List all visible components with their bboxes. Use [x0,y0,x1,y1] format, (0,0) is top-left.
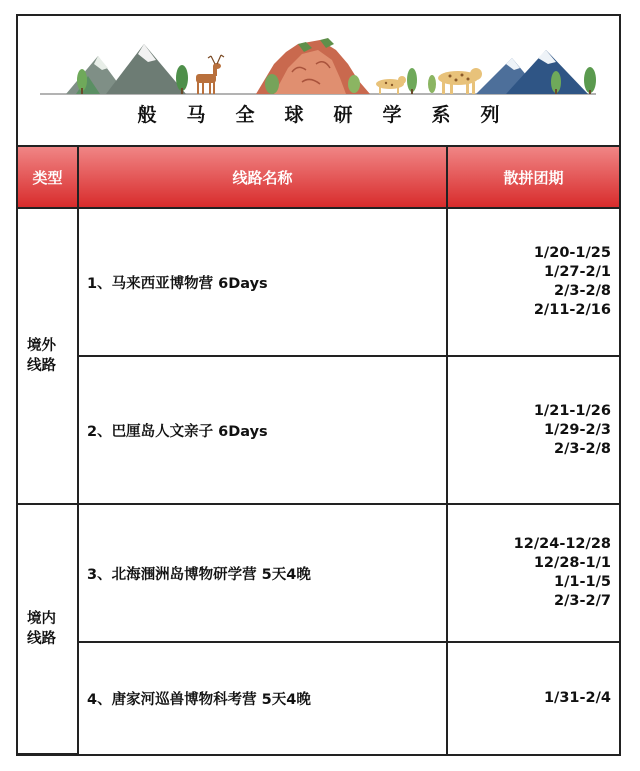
category-cell-overseas [18,208,78,504]
header-group-dates: 散拼团期 [447,147,619,208]
table-row [18,356,619,504]
mountain-landscape-icon [36,34,601,96]
route-name: 4、唐家河巡兽博物科考营 5天4晚 [78,642,447,754]
date-range: 1/1-1/5 [554,574,611,590]
header-type: 类型 [18,147,78,208]
table-header-row [18,147,619,208]
date-range: 1/21-1/26 [533,402,611,419]
header-route-name: 线路名称 [78,147,447,208]
banner [18,16,619,147]
table-row [18,642,619,754]
date-range: 12/28-1/1 [533,555,611,571]
schedule-table [18,147,619,755]
schedule-sheet [16,14,621,756]
route-dates [447,504,619,642]
date-range: 1/27-2/1 [543,264,611,280]
date-range: 12/24-12/28 [513,536,611,552]
date-range: 1/29-2/3 [543,421,611,438]
table-row [18,208,619,356]
category-label: 线路 [27,358,56,374]
banner-title: 般马全球研学系列 [137,104,530,126]
date-range: 2/3-2/8 [554,440,611,457]
table-row [18,504,619,642]
category-cell-domestic [18,504,78,754]
date-range: 2/3-2/7 [554,593,611,609]
category-label: 境内 [27,611,56,627]
route-name: 3、北海涠洲岛博物研学营 5天4晚 [78,504,447,642]
date-range: 2/11-2/16 [533,302,611,318]
date-range: 1/31-2/4 [543,690,611,706]
date-range: 1/20-1/25 [533,245,611,261]
date-range: 2/3-2/8 [554,283,611,299]
category-label: 线路 [27,631,56,647]
route-dates [447,356,619,504]
route-dates [447,642,619,754]
route-dates [447,208,619,356]
route-name: 1、马来西亚博物营 6Days [78,208,447,356]
category-label: 境外 [27,338,56,354]
route-name: 2、巴厘岛人文亲子 6Days [78,356,447,504]
